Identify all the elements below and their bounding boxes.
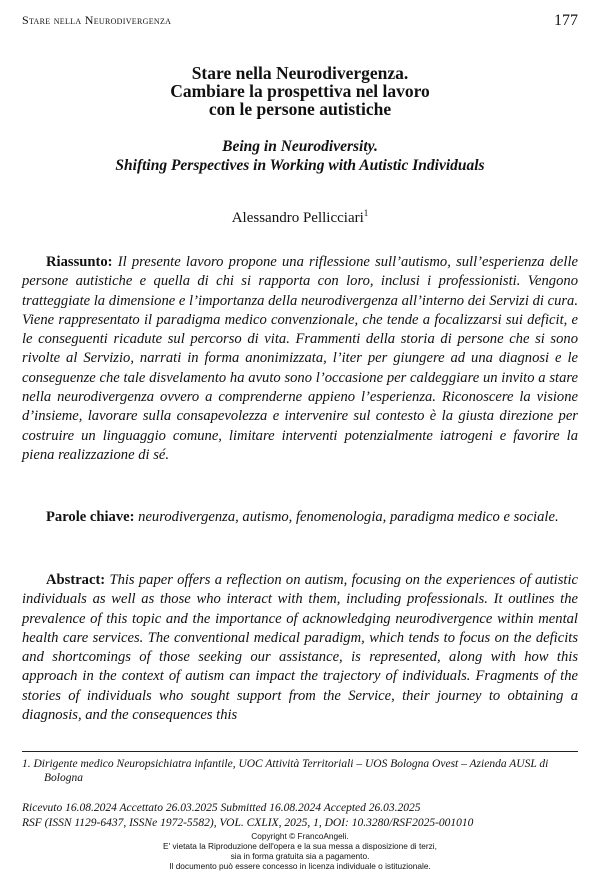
title-line: Stare nella Neurodivergenza. <box>191 63 409 83</box>
keywords-label: Parole chiave: <box>46 509 135 525</box>
title-line: Cambiare la prospettiva nel lavoro <box>170 81 430 101</box>
title-line: con le persone autistiche <box>208 99 392 119</box>
article-title <box>0 64 600 118</box>
abstract-text: This paper offers a reflection on autism, focusing on the experiences of autistic individuals as well as those who interact with them, including professionals. It outlines the prevalence of this topic and the importance of acknowledging neurodivergence within mental health care services. The conventional medical paradigm, which tends to focus on the deficits and shortcomings of those seeking our assistance, is represented, along with how this approach in the context of autism can impact the trajectory of individuals. Fragments of the stories of individuals who sought support from the Service, their journey to obtaining a diagnosis, and the consequences this <box>22 572 578 724</box>
copyright-line: Copyright © FrancoAngeli. <box>251 831 349 841</box>
copyright-line: Il documento può essere concesso in licenza individuale o istituzionale. <box>169 861 431 871</box>
abstract-label: Abstract: <box>46 572 106 588</box>
riassunto-paragraph <box>22 253 578 465</box>
riassunto-text: Il presente lavoro propone una riflessione sull’autismo, sull’esperienza delle persone autistiche e quella di chi si rapporta con loro, inclusi i professionisti. Vengono tratteggiate la dimensione e l’importanza della neurodivergenza all’interno dei Servizi di cura. Viene rappresentato il paradigma medico convenzionale, che tende a focalizzarsi sui deficit, e le conseguenti ricadute sul percorso di vita. Frammenti della storia di persone che si sono rivolte al Servizio, narrati in forma anonimizzata, l’iter per giungere ad una diagnosi e le conseguenze che tale disvelamento ha avuto sono l’occasione per caldeggiare un invito a stare nella neurodivergenza ovvero a comprenderne appieno l’esperienza. Riconoscere la visione d’insieme, lavorare sulla consapevolezza e intervenire sul contesto è la giusta direzione per costruire un linguaggio comune, limitare interventi potenzialmente iatrogeni e favorire la piena realizzazione di sé. <box>22 254 578 463</box>
english-title-line: Being in Neurodiversity. <box>222 138 378 155</box>
author <box>0 208 600 227</box>
keywords-text: neurodivergenza, autismo, fenomenologia, paradigma medico e sociale. <box>138 509 559 525</box>
submission-dates: Ricevuto 16.08.2024 Accettato 26.03.2025 Submitted 16.08.2024 Accepted 26.03.2025 <box>22 802 421 814</box>
running-head: Stare nella Neurodivergenza <box>22 13 172 27</box>
riassunto-label: Riassunto: <box>46 254 113 270</box>
page-number: 177 <box>554 12 578 29</box>
author-footnote-mark: 1 <box>363 208 369 218</box>
copyright-line: sia in forma gratuita sia a pagamento. <box>230 851 370 861</box>
abstract-paragraph <box>22 571 578 725</box>
footnote-separator <box>22 751 578 752</box>
copyright-notice <box>0 831 600 871</box>
copyright-line: E' vietata la Riproduzione dell'opera e la sua messa a disposizione di terzi, <box>163 841 437 851</box>
english-title <box>0 137 600 175</box>
footnote: 1. Dirigente medico Neuropsichiatra infantile, UOC Attività Territoriali – UOS Bologna Ovest – Azienda AUSL di Bologna <box>22 758 549 784</box>
journal-citation: RSF (ISSN 1129-6437, ISSNe 1972-5582), VOL. CXLIX, 2025, 1, DOI: 10.3280/RSF2025-001010 <box>22 817 474 829</box>
english-title-line: Shifting Perspectives in Working with Autistic Individuals <box>115 157 485 174</box>
author-name: Alessandro Pellicciari <box>231 210 364 226</box>
keywords-paragraph <box>22 508 578 527</box>
